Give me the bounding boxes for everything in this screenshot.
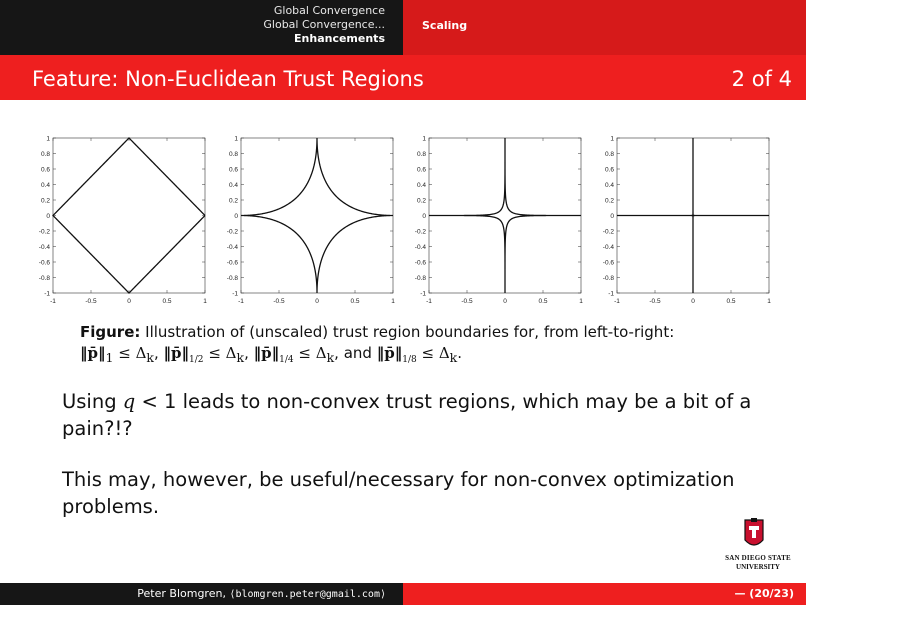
k-4: k bbox=[449, 350, 458, 365]
rel-2: ≤ Δ bbox=[208, 344, 237, 362]
footer-title[interactable]: TR: Global Convergence and Enhancements bbox=[824, 587, 915, 639]
y-tick-label: -0.4 bbox=[38, 243, 50, 251]
y-tick-label: 0.4 bbox=[604, 181, 614, 189]
rel-1: ≤ Δ bbox=[118, 344, 147, 362]
x-tick-label: -0.5 bbox=[649, 298, 661, 305]
x-tick-label: -1 bbox=[426, 298, 432, 305]
x-tick-label: -1 bbox=[614, 298, 620, 305]
y-tick-label: -0.2 bbox=[414, 228, 426, 236]
university-logo bbox=[718, 518, 798, 576]
norm-3: ‖p̄‖ bbox=[253, 344, 280, 362]
y-tick-label: 0.2 bbox=[416, 197, 426, 205]
nav-section-enhancements[interactable]: Enhancements bbox=[294, 32, 385, 45]
section-list bbox=[0, 4, 403, 46]
plot-frame bbox=[53, 138, 205, 293]
y-tick-label: 1 bbox=[234, 135, 238, 143]
y-tick-label: 0.8 bbox=[604, 150, 614, 158]
x-tick-label: 0.5 bbox=[538, 298, 548, 305]
y-tick-label: 0.4 bbox=[416, 181, 426, 189]
x-tick-label: 0 bbox=[315, 298, 319, 305]
y-tick-label: -1 bbox=[232, 290, 238, 298]
y-tick-label: -0.2 bbox=[602, 228, 614, 236]
x-tick-label: -0.5 bbox=[461, 298, 473, 305]
norm-4: ‖p̄‖ bbox=[376, 344, 403, 362]
y-tick-label: -0.4 bbox=[602, 243, 614, 251]
y-tick-label: 0.6 bbox=[604, 166, 614, 174]
p1-start: Using bbox=[62, 390, 123, 413]
caption-label: Figure: bbox=[80, 323, 141, 341]
logo-line-2: UNIVERSITY bbox=[736, 563, 780, 571]
y-tick-label: 0.2 bbox=[604, 197, 614, 205]
y-tick-label: -1 bbox=[608, 290, 614, 298]
y-tick-label: 0.4 bbox=[40, 181, 50, 189]
and-word: and bbox=[343, 344, 372, 362]
y-tick-label: -0.2 bbox=[38, 228, 50, 236]
y-tick-label: 0 bbox=[422, 212, 426, 220]
x-tick-label: -1 bbox=[50, 298, 56, 305]
x-tick-label: 0.5 bbox=[350, 298, 360, 305]
trust-region-boundary bbox=[241, 138, 393, 293]
y-tick-label: 0.4 bbox=[228, 181, 238, 189]
nav-section-global-convergence-cont[interactable]: Global Convergence... bbox=[263, 18, 385, 31]
x-tick-label: 1 bbox=[391, 298, 395, 305]
sep-3: , bbox=[334, 344, 339, 362]
plot-q1-svg bbox=[28, 128, 218, 318]
trust-region-figure bbox=[28, 128, 806, 318]
x-tick-label: -0.5 bbox=[85, 298, 97, 305]
plot-q-half bbox=[216, 128, 406, 318]
y-tick-label: -0.4 bbox=[414, 243, 426, 251]
norm-2: ‖p̄‖ bbox=[163, 344, 190, 362]
trust-region-boundary bbox=[617, 138, 769, 293]
norm-4-sub: 1/8 bbox=[402, 355, 417, 365]
rel-4: ≤ Δ bbox=[421, 344, 450, 362]
norm-1-sub: 1 bbox=[105, 350, 114, 365]
end-dot: . bbox=[457, 344, 463, 362]
x-tick-label: 0 bbox=[127, 298, 131, 305]
plot-q-half-svg bbox=[216, 128, 406, 318]
y-tick-label: -1 bbox=[44, 290, 50, 298]
plot-q-eighth-svg bbox=[592, 128, 782, 318]
x-tick-label: 0.5 bbox=[162, 298, 172, 305]
y-tick-label: -0.6 bbox=[38, 259, 50, 267]
y-tick-label: -0.2 bbox=[226, 228, 238, 236]
footer-page: — (20/23) bbox=[734, 587, 794, 600]
nav-subsection-scaling[interactable]: Scaling bbox=[422, 19, 468, 32]
figure-caption bbox=[80, 322, 740, 371]
sep-1: , bbox=[153, 344, 159, 362]
y-tick-label: 0.8 bbox=[416, 150, 426, 158]
y-tick-label: 0.8 bbox=[40, 150, 50, 158]
y-tick-label: 0.6 bbox=[40, 166, 50, 174]
y-tick-label: 0.6 bbox=[228, 166, 238, 174]
plot-q-eighth bbox=[592, 128, 782, 318]
trust-region-boundary bbox=[53, 138, 205, 293]
caption-text: Illustration of (unscaled) trust region boundaries for, from left-to-right: bbox=[145, 323, 675, 341]
section-navigation bbox=[0, 0, 806, 55]
footer-bar bbox=[0, 583, 915, 639]
k-1: k bbox=[146, 350, 154, 365]
plot-q1 bbox=[28, 128, 218, 318]
footer-left bbox=[0, 583, 403, 605]
x-tick-label: 0 bbox=[691, 298, 695, 305]
y-tick-label: -0.6 bbox=[602, 259, 614, 267]
plot-q-quarter-svg bbox=[404, 128, 594, 318]
y-tick-label: 0 bbox=[234, 212, 238, 220]
y-tick-label: 1 bbox=[422, 135, 426, 143]
plot-q-quarter bbox=[404, 128, 594, 318]
body-paragraph-2: This may, however, be useful/necessary for non-convex optimization problems. bbox=[62, 468, 735, 518]
trust-region-boundary bbox=[429, 138, 581, 293]
y-tick-label: 0 bbox=[46, 212, 50, 220]
rel-3: ≤ Δ bbox=[298, 344, 327, 362]
y-tick-label: 0.2 bbox=[40, 197, 50, 205]
frame-title: Feature: Non-Euclidean Trust Regions bbox=[32, 67, 424, 91]
y-tick-label: -0.8 bbox=[602, 274, 614, 282]
y-tick-label: 1 bbox=[46, 135, 50, 143]
y-tick-label: 1 bbox=[610, 135, 614, 143]
nav-section-global-convergence[interactable]: Global Convergence bbox=[273, 4, 385, 17]
p1-rest: < 1 leads to non-convex trust regions, which may be a bit of a pain?!? bbox=[62, 390, 752, 440]
author-email: ⟨blomgren.peter@gmail.com⟩ bbox=[229, 589, 386, 600]
y-tick-label: 0.2 bbox=[228, 197, 238, 205]
body-paragraph-1 bbox=[62, 388, 762, 442]
x-tick-label: 1 bbox=[579, 298, 583, 305]
norm-2-sub: 1/2 bbox=[189, 355, 204, 365]
x-tick-label: -0.5 bbox=[273, 298, 285, 305]
frame-title-bar bbox=[0, 55, 806, 100]
x-tick-label: 1 bbox=[203, 298, 207, 305]
frame-page-counter: 2 of 4 bbox=[731, 67, 792, 91]
norm-1: ‖p̄‖ bbox=[80, 344, 106, 362]
y-tick-label: 0.8 bbox=[228, 150, 238, 158]
y-tick-label: -0.4 bbox=[226, 243, 238, 251]
footer-author bbox=[0, 587, 386, 600]
sep-2: , bbox=[244, 344, 249, 362]
y-tick-label: -1 bbox=[420, 290, 426, 298]
p1-variable-q: q bbox=[122, 390, 136, 413]
x-tick-label: -1 bbox=[238, 298, 244, 305]
plot-frame bbox=[241, 138, 393, 293]
y-tick-label: 0.6 bbox=[416, 166, 426, 174]
k-2: k bbox=[236, 350, 245, 365]
aztec-crest-icon bbox=[743, 518, 765, 552]
y-tick-label: -0.6 bbox=[226, 259, 238, 267]
y-tick-label: 0 bbox=[610, 212, 614, 220]
y-tick-label: -0.8 bbox=[38, 274, 50, 282]
x-tick-label: 1 bbox=[767, 298, 771, 305]
x-tick-label: 0.5 bbox=[726, 298, 736, 305]
y-tick-label: -0.8 bbox=[226, 274, 238, 282]
norm-3-sub: 1/4 bbox=[279, 355, 294, 365]
author-name: Peter Blomgren, bbox=[137, 587, 226, 600]
logo-line-1: SAN DIEGO STATE bbox=[725, 554, 791, 562]
k-3: k bbox=[326, 350, 335, 365]
y-tick-label: -0.6 bbox=[414, 259, 426, 267]
x-tick-label: 0 bbox=[503, 298, 507, 305]
y-tick-label: -0.8 bbox=[414, 274, 426, 282]
